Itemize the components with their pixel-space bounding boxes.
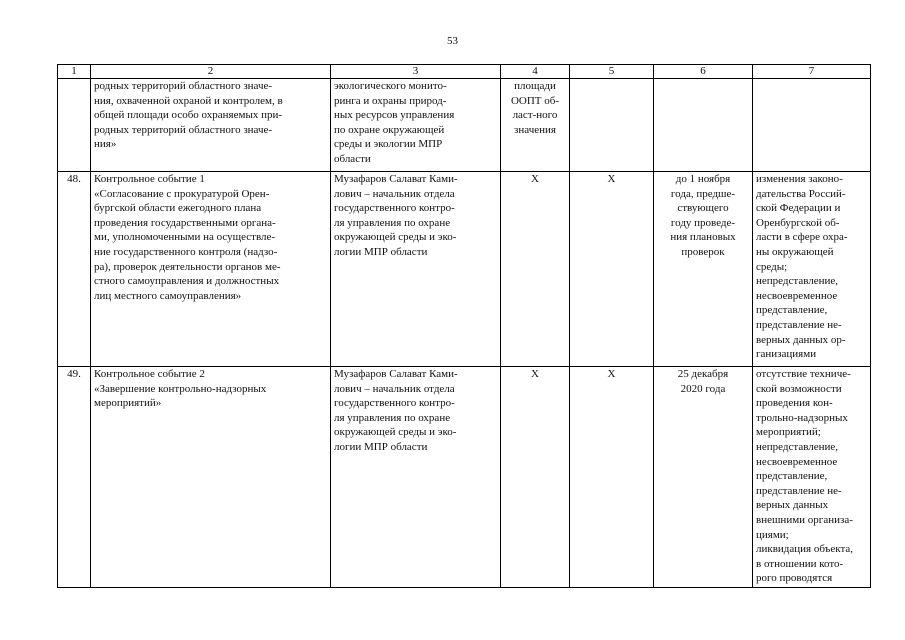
event-cell: родных территорий областного значе- ния, охваченной охраной и контролем, в общей площади особо охраняемых при- родных территорий областного значе- ния»	[91, 79, 331, 172]
risks-cell	[753, 79, 871, 172]
risks-cell: отсутствие техниче- ской возможности проведения кон- трольно-надзорных мероприятий; непредставление, несвоевременное представление, представление не- верных данных внешними организа- циями; ликвидация объекта, в отношении кото- рого проводятся	[753, 367, 871, 588]
column-header: 5	[570, 65, 654, 79]
col4-cell: Х	[501, 172, 570, 367]
responsible-cell: экологического монито- ринга и охраны природ- ных ресурсов управления по охране окружающей среды и экологии МПР области	[331, 79, 501, 172]
deadline-cell: до 1 ноября года, предше- ствующего году проведе- ния плановых проверок	[654, 172, 753, 367]
table-row	[58, 79, 871, 172]
column-header: 7	[753, 65, 871, 79]
page-number: 53	[447, 35, 458, 47]
risks-cell: изменения законо- дательства Россий- ской Федерации и Оренбургской об- ласти в сфере охра- ны окружающей среды; непредставление, несвоевременное представление, представление не- верных данных ор- ганизациями	[753, 172, 871, 367]
responsible-cell: Музафаров Салават Ками- лович – начальник отдела государственного контро- ля управления по охране окружающей среды и эко- логии МПР области	[331, 172, 501, 367]
column-header: 4	[501, 65, 570, 79]
deadline-cell	[654, 79, 753, 172]
table-row	[58, 172, 871, 367]
event-cell: Контрольное событие 2 «Завершение контрольно-надзорных мероприятий»	[91, 367, 331, 588]
event-cell: Контрольное событие 1 «Согласование с прокуратурой Орен- бургской области ежегодного плана проведения государственными органа- ми, уполномоченными на осуществле- ние государственного контроля (надзо- ра), проверок деятельности органов ме- стного самоуправления и должностных лиц местного самоуправления»	[91, 172, 331, 367]
responsible-cell: Музафаров Салават Ками- лович – начальник отдела государственного контро- ля управления по охране окружающей среды и эко- логии МПР области	[331, 367, 501, 588]
column-header: 3	[331, 65, 501, 79]
col4-cell: Х	[501, 367, 570, 588]
deadline-cell: 25 декабря 2020 года	[654, 367, 753, 588]
row-number: 49.	[58, 367, 91, 588]
column-header-row	[58, 65, 871, 79]
column-header: 6	[654, 65, 753, 79]
program-table	[57, 64, 871, 588]
row-number	[58, 79, 91, 172]
column-header: 2	[91, 65, 331, 79]
table-row	[58, 367, 871, 588]
col5-cell	[570, 79, 654, 172]
col5-cell: Х	[570, 172, 654, 367]
col5-cell: Х	[570, 367, 654, 588]
row-number: 48.	[58, 172, 91, 367]
column-header: 1	[58, 65, 91, 79]
col4-cell: площади ООПТ об- ласт-ного значения	[501, 79, 570, 172]
